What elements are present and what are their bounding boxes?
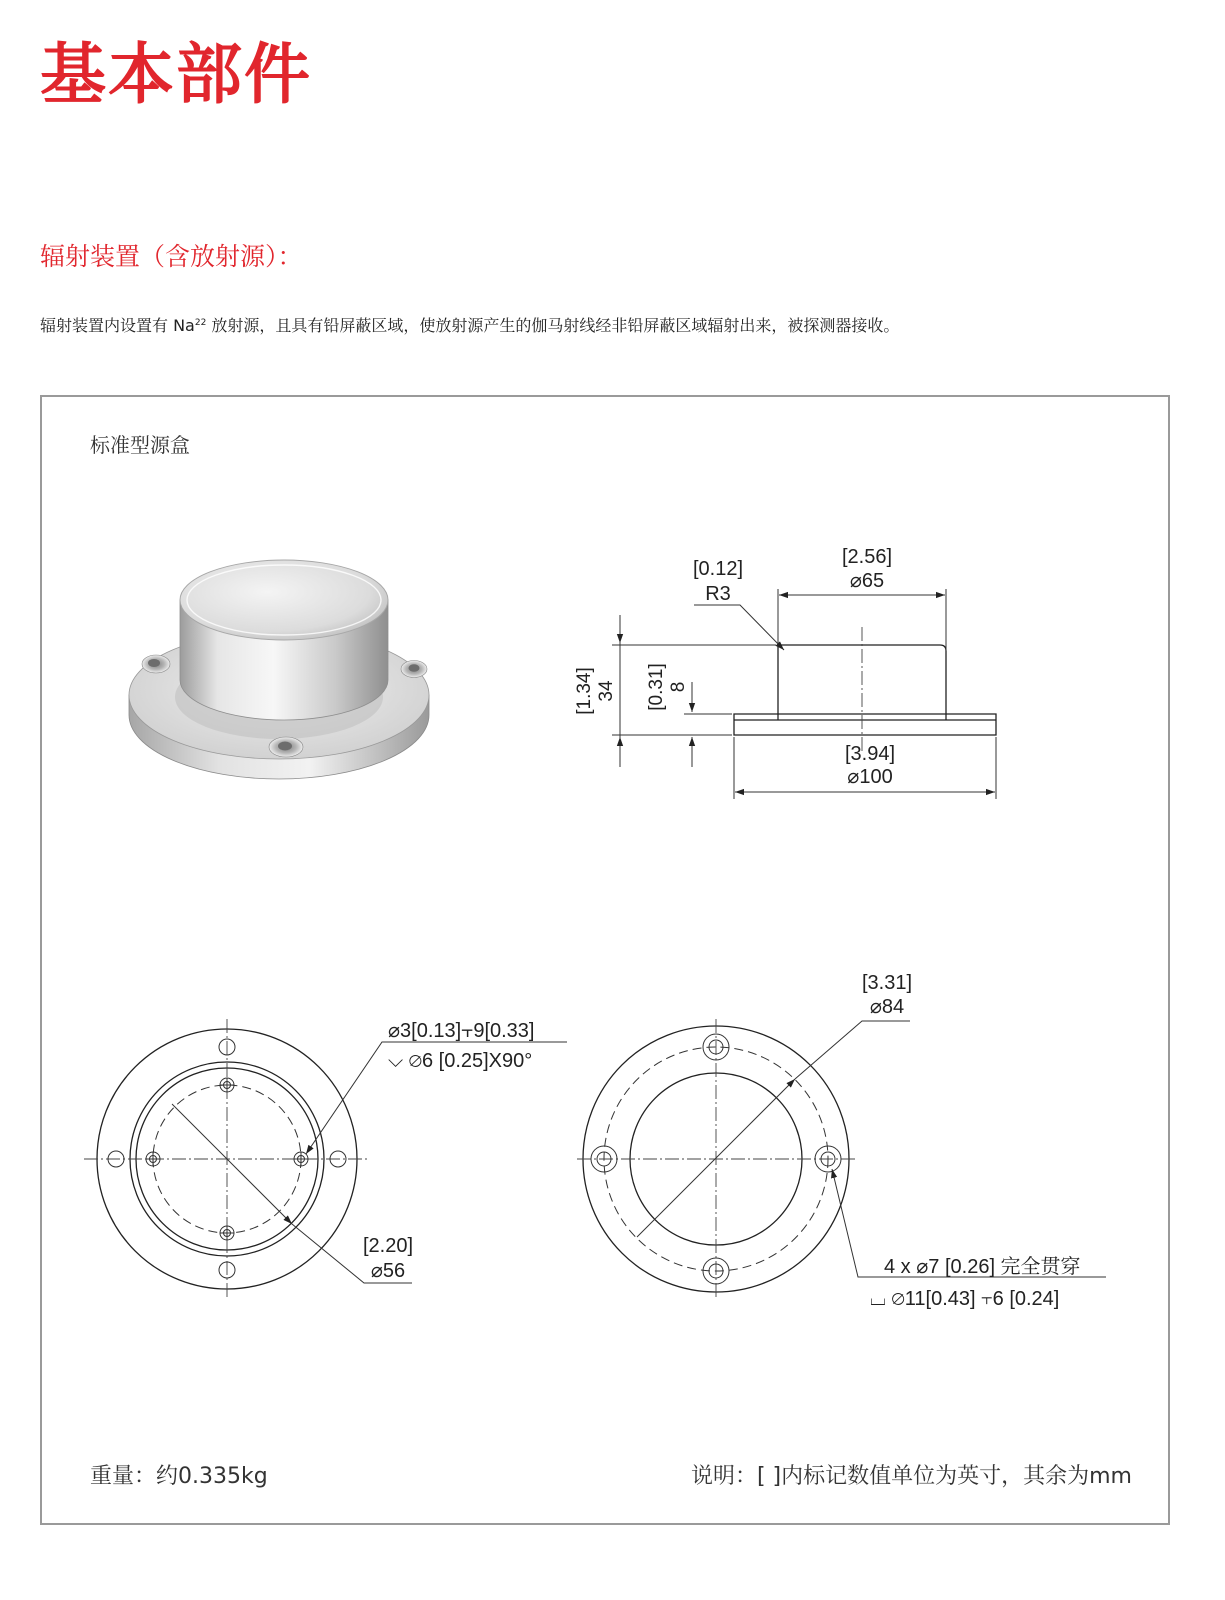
- dim-r3-inch: [0.12]: [692, 558, 744, 580]
- leader-r3: [694, 605, 784, 650]
- isotope-superscript: 22: [194, 318, 207, 328]
- dim-34-inch: [1.34]: [574, 667, 595, 715]
- leader-d56: [172, 1104, 292, 1224]
- dim-8-mm: 8: [668, 681, 689, 693]
- top-view-drawing: [84, 1019, 567, 1299]
- dim-65-inch: [2.56]: [841, 546, 893, 568]
- mount-hole-spec-line2: ⌴ ⌀11[0.43] ⫟6 [0.24]: [870, 1288, 1060, 1310]
- source-box-3d-render: [129, 560, 429, 779]
- weight-label: 重量：约0.335kg: [90, 1464, 268, 1489]
- countersunk-hole-bottom: [220, 1226, 234, 1240]
- unit-note: 说明：[ ]内标记数值单位为英寸，其余为mm: [690, 1464, 1132, 1489]
- dim-56-mm: ⌀56: [370, 1260, 406, 1282]
- drawing-frame: [40, 395, 1170, 1525]
- technical-drawings: [42, 397, 1172, 1527]
- intro-text-end: 放射源，且具有铅屏蔽区域，使放射源产生的伽马射线经非铅屏蔽区域辐射出来，被探测器接收。: [206, 316, 900, 335]
- leader-d84-tail: [795, 1021, 910, 1079]
- hole-spec-line2: ⌵ ⌀6 [0.25]X90°: [388, 1050, 533, 1072]
- dim-84-inch: [3.31]: [861, 972, 913, 994]
- countersunk-hole-top: [220, 1078, 234, 1092]
- flange-outline: [734, 714, 996, 735]
- countersunk-hole-left: [146, 1152, 160, 1166]
- dim-34-mm: 34: [596, 680, 617, 702]
- hole-spec-line1: ⌀3[0.13]⫟9[0.33]: [388, 1020, 535, 1042]
- intro-paragraph: [40, 316, 899, 337]
- box-title: 标准型源盒: [90, 433, 190, 457]
- page-title: 基本部件: [40, 36, 312, 113]
- mount-hole-spec-line1: 4 x ⌀7 [0.26] 完全贯穿: [884, 1256, 1081, 1278]
- bottom-view-drawing: [577, 972, 1106, 1310]
- dim-8-inch: [0.31]: [646, 663, 667, 711]
- side-view-drawing: [574, 546, 996, 799]
- countersunk-hole-right: [294, 1152, 308, 1166]
- dim-65-mm: ⌀65: [849, 570, 885, 592]
- dim-r3-mm: R3: [705, 583, 731, 605]
- dim-100-inch: [3.94]: [844, 743, 896, 765]
- dim-84-mm: ⌀84: [869, 996, 905, 1018]
- intro-text-start: 辐射装置内设置有 Na: [40, 316, 195, 335]
- dim-100-mm: ⌀100: [847, 766, 893, 788]
- dim-56-inch: [2.20]: [362, 1235, 414, 1257]
- section-title: 辐射装置（含放射源）：: [40, 242, 303, 271]
